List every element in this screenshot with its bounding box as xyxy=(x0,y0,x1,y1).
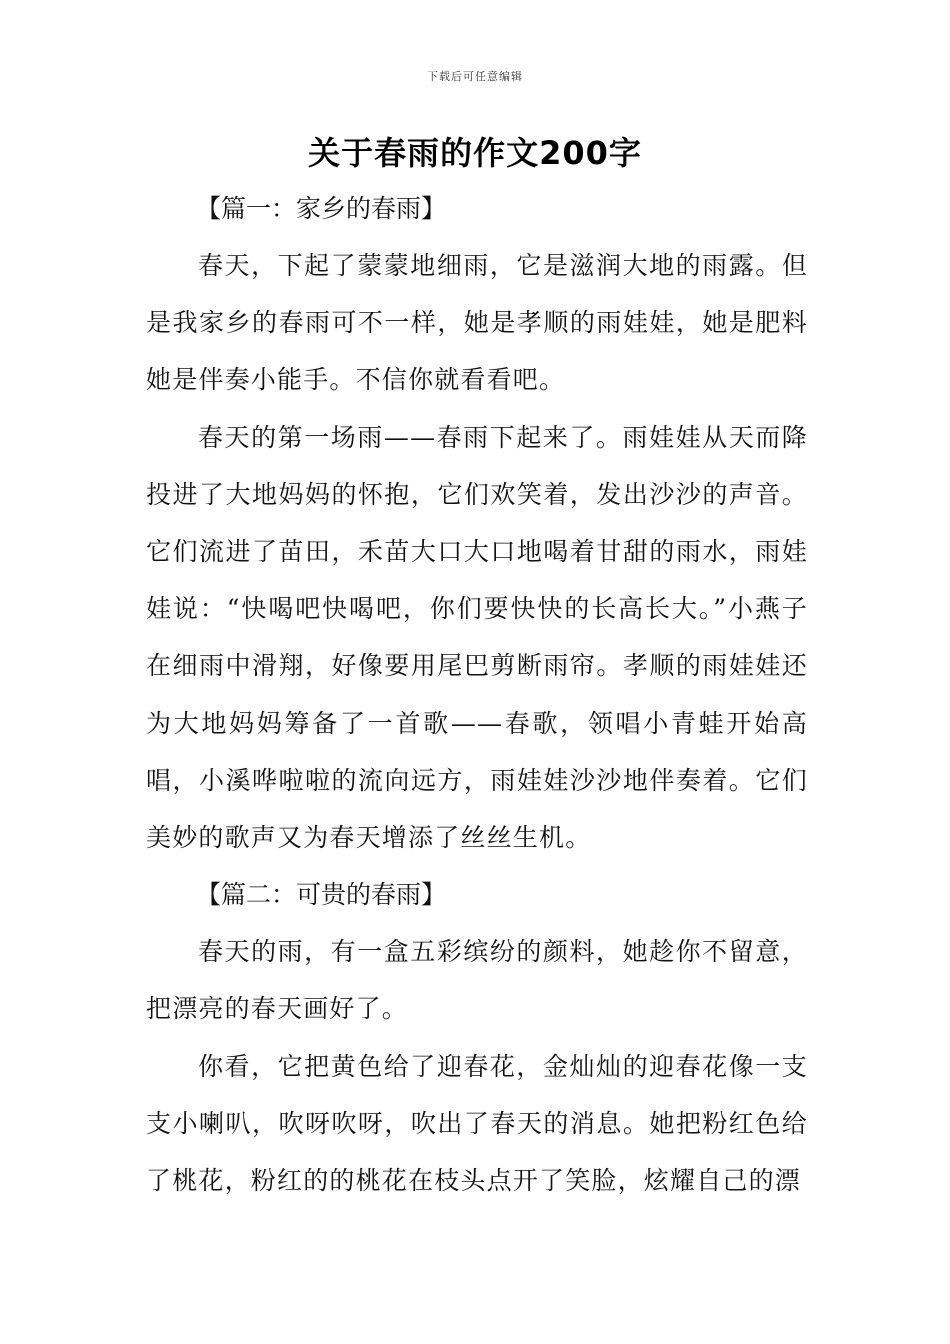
header-note: 下载后可任意编辑 xyxy=(427,70,523,83)
section-1 xyxy=(146,180,808,866)
paragraph: 春天的雨，有一盒五彩缤纷的颜料，她趁你不留意，把漂亮的春天画好了。 xyxy=(146,937,808,1024)
document-body xyxy=(146,180,808,1209)
section-heading: 【篇一：家乡的春雨】 xyxy=(196,194,447,223)
document-title: 关于春雨的作文200字 xyxy=(308,134,642,172)
paragraph: 春天，下起了蒙蒙地细雨，它是滋润大地的雨露。但是我家乡的春雨可不一样，她是孝顺的雨娃娃，她是肥料她是伴奏小能手。不信你就看看吧。 xyxy=(146,251,808,395)
section-heading: 【篇二：可贵的春雨】 xyxy=(196,880,447,910)
section-2 xyxy=(146,866,808,1209)
paragraph: 你看，它把黄色给了迎春花，金灿灿的迎春花像一支支小喇叭，吹呀吹呀，吹出了春天的消息。她把粉红色给了桃花，粉红的的桃花在枝头点开了笑脸，炫耀自己的漂 xyxy=(146,1051,808,1196)
paragraph: 春天的第一场雨——春雨下起来了。雨娃娃从天而降投进了大地妈妈的怀抱，它们欢笑着，发出沙沙的声音。它们流进了苗田，禾苗大口大口地喝着甘甜的雨水，雨娃娃说：“快喝吧快喝吧，你们要快快的长高长大。”小燕子在细雨中滑翔，好像要用尾巴剪断雨帘。孝顺的雨娃娃还为大地妈妈筹备了一首歌——春歌，领唱小青蛙开始高唱，小溪哗啦啦的流向远方，雨娃娃沙沙地伴奏着。它们美妙的歌声又为春天增添了丝丝生机。 xyxy=(146,422,808,853)
